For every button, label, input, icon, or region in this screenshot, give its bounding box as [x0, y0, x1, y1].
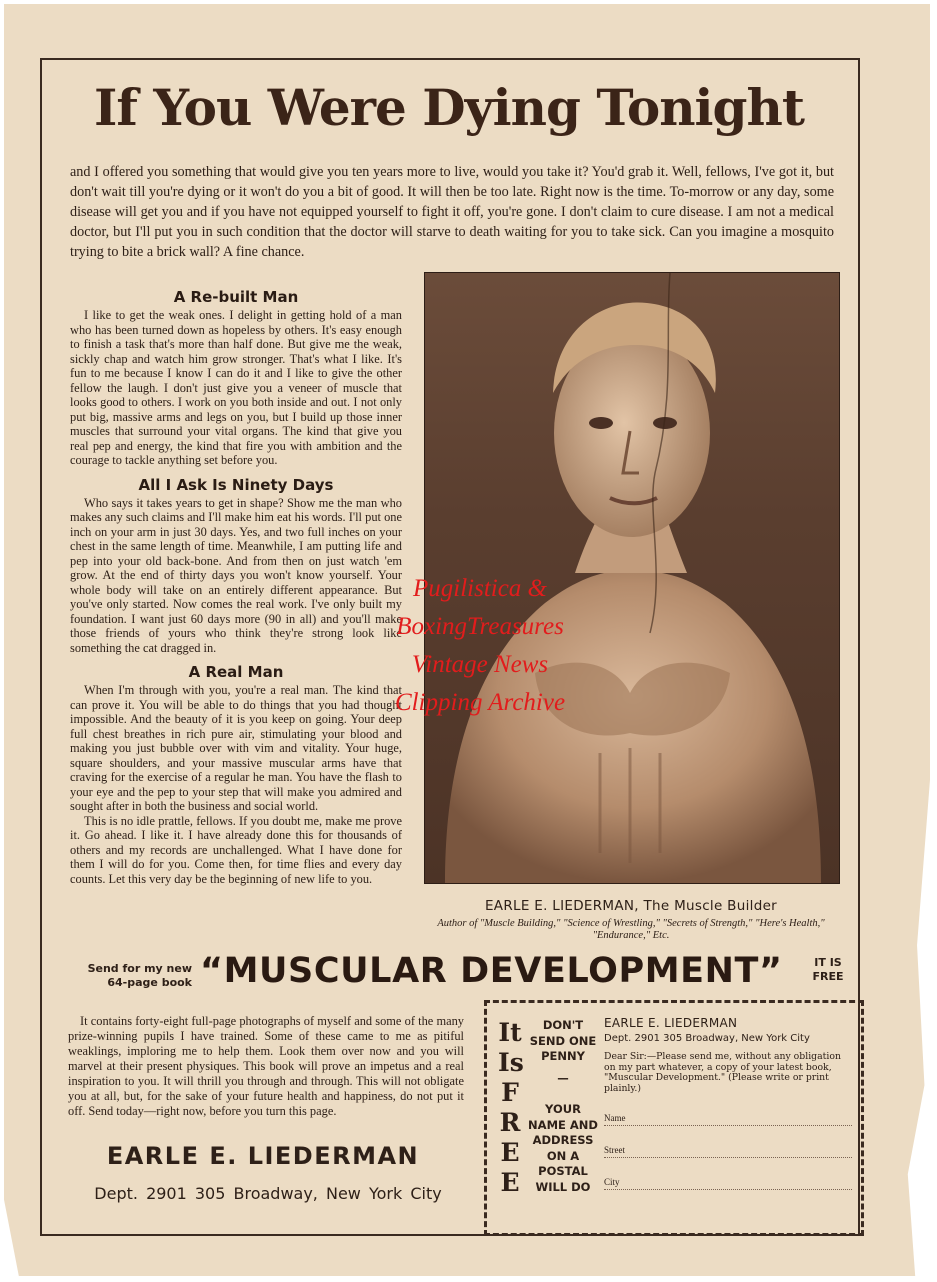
coupon-letter: E	[500, 1138, 520, 1167]
section-paragraph: When I'm through with you, you're a real man. The kind that can prove it. You will be able to do things that you had thought impossible. And the beauty of it is you keep on going. Your deep full chest breathes in rich pure air, stimulating your blood and making you just bubble over with vim and vitality. Your huge, square shoulders, and your massive muscular arms have that craving for the exercise of a regular he man. You have the flash to your eye and the pep to your step that will make you admired and sought after in both the business and social world.	[70, 683, 402, 813]
intro-paragraph: and I offered you something that would give you ten years more to live, would you take it? You'd grab it. Well, fellows, I've got it, but don't wait till you're dying or it won't do you a bit of good. It will then be too late. Right now is the time. To-morrow or any day, some disease will get you and if you have not equipped yourself to fight it off, you're gone. I don't claim to cure disease. I am not a medical doctor, but I'll put you in such condition that the doctor will starve to death waiting for you to take sick. Can you imagine a mosquito trying to bite a brick wall? A fine chance.	[70, 164, 834, 260]
headline: If You Were Dying Tonight	[94, 78, 804, 137]
coupon-free-vertical	[498, 1018, 522, 1198]
offer-body: It contains forty-eight full-page photographs of myself and some of the many prize-winning pupils I have trained. Some of these came to me as pitiful weaklings, imploring me to help them. Look them over now and you will marvel at their present physiques. This book will prove an impetus and a real inspiration to you. It will thrill you through and through. This will not obligate you at all, but, for the sake of your future health and happiness, do not put it off. Send today—right now, before you turn this page.	[68, 1014, 464, 1118]
section-heading: A Real Man	[188, 663, 284, 681]
coupon-dept: Dept. 2901 305 Broadway, New York City	[604, 1033, 810, 1044]
postal-text: YOUR NAME AND ADDRESS ON A POSTAL WILL DO	[528, 1102, 598, 1194]
section-paragraph: I like to get the weak ones. I delight in getting hold of a man who has been turned down as hopeless by others. It's easy enough to finish a task that's more than half done. But give me the weak, sickly chap and watch him grow stronger. That's what I like. It's fun to me because I know I can do it and I like to give the other fellow the laugh. I don't just give you a veneer of muscle that looks good to others. I work on you both inside and out. I not only put big, massive arms and legs on you, but I build up those inner muscles that surround your vital organs. The kind that give you real pep and energy, the kind that fire you with ambition and the courage to tackle anything set before you.	[70, 308, 402, 467]
coupon-form	[604, 1016, 852, 1190]
send-label: Send for my new 64-page book	[87, 962, 192, 989]
watermark-line: Pugilistica &	[412, 575, 548, 602]
section-paragraph: Who says it takes years to get in shape? Show me the man who makes any such claims and I'll make him eat his words. I'll put one inch on your arm in just 30 days. Yes, and two full inches on your chest in the same length of time. Meanwhile, I am putting life and pep into your old back-bone. And from then on just watch 'em grow. At the end of thirty days you won't know yourself. Your whole body will take on an entirely different appearance. But you've only started. Now comes the real work. I've only built my foundation. I want just 60 days more (90 in all) and you'll make those friends of yours who think they're strong look like something the cat dragged in.	[70, 495, 402, 655]
coupon-letter: It	[498, 1018, 522, 1047]
photo-caption-name: EARLE E. LIEDERMAN, The Muscle Builder	[484, 898, 778, 914]
photo-caption-books: Author of "Muscle Building," "Science of Wrestling," "Secrets of Strength," "Here's Health," "Endurance," Etc.	[437, 918, 825, 941]
watermark-line: BoxingTreasures	[396, 613, 564, 640]
free-label: IT IS FREE	[812, 956, 844, 983]
dont-send-text: DON'T SEND ONE PENNY	[529, 1018, 597, 1063]
coupon-name-field[interactable]: Name	[604, 1113, 852, 1126]
coupon-city-field[interactable]: City	[604, 1177, 852, 1190]
signature-name: EARLE E. LIEDERMAN	[106, 1142, 420, 1170]
watermark-line: Vintage News	[411, 651, 549, 678]
section-paragraph: This is no idle prattle, fellows. If you doubt me, make me prove it. Go ahead. I like it. I have already done this for thousands of others and my records are unchallenged. What I have done for them I will do for you. Come then, for time flies and every day counts. Let this very day be the beginning of new life to you.	[70, 813, 402, 886]
watermark-line: Clipping Archive	[394, 689, 566, 716]
signature-address: Dept. 2901 305 Broadway, New York City	[94, 1184, 442, 1203]
section-heading: A Re-built Man	[173, 288, 299, 306]
coupon-dash: —	[557, 1070, 569, 1085]
coupon-street-field[interactable]: Street	[604, 1145, 852, 1158]
coupon-addressee: EARLE E. LIEDERMAN	[604, 1016, 738, 1030]
watermark	[350, 570, 610, 722]
section-heading: All I Ask Is Ninety Days	[138, 475, 334, 494]
coupon-letter: F	[501, 1078, 519, 1107]
coupon-letter: E	[500, 1168, 520, 1197]
book-title: “MUSCULAR DEVELOPMENT”	[200, 951, 783, 991]
coupon-instructions	[528, 1018, 598, 1195]
coupon-letter-text: Dear Sir:—Please send me, without any obligation on my part whatever, a copy of your latest book, "Muscular Development." (Please write or print plainly.)	[604, 1051, 841, 1094]
coupon-letter: Is	[498, 1048, 524, 1077]
coupon-letter: R	[499, 1108, 521, 1137]
